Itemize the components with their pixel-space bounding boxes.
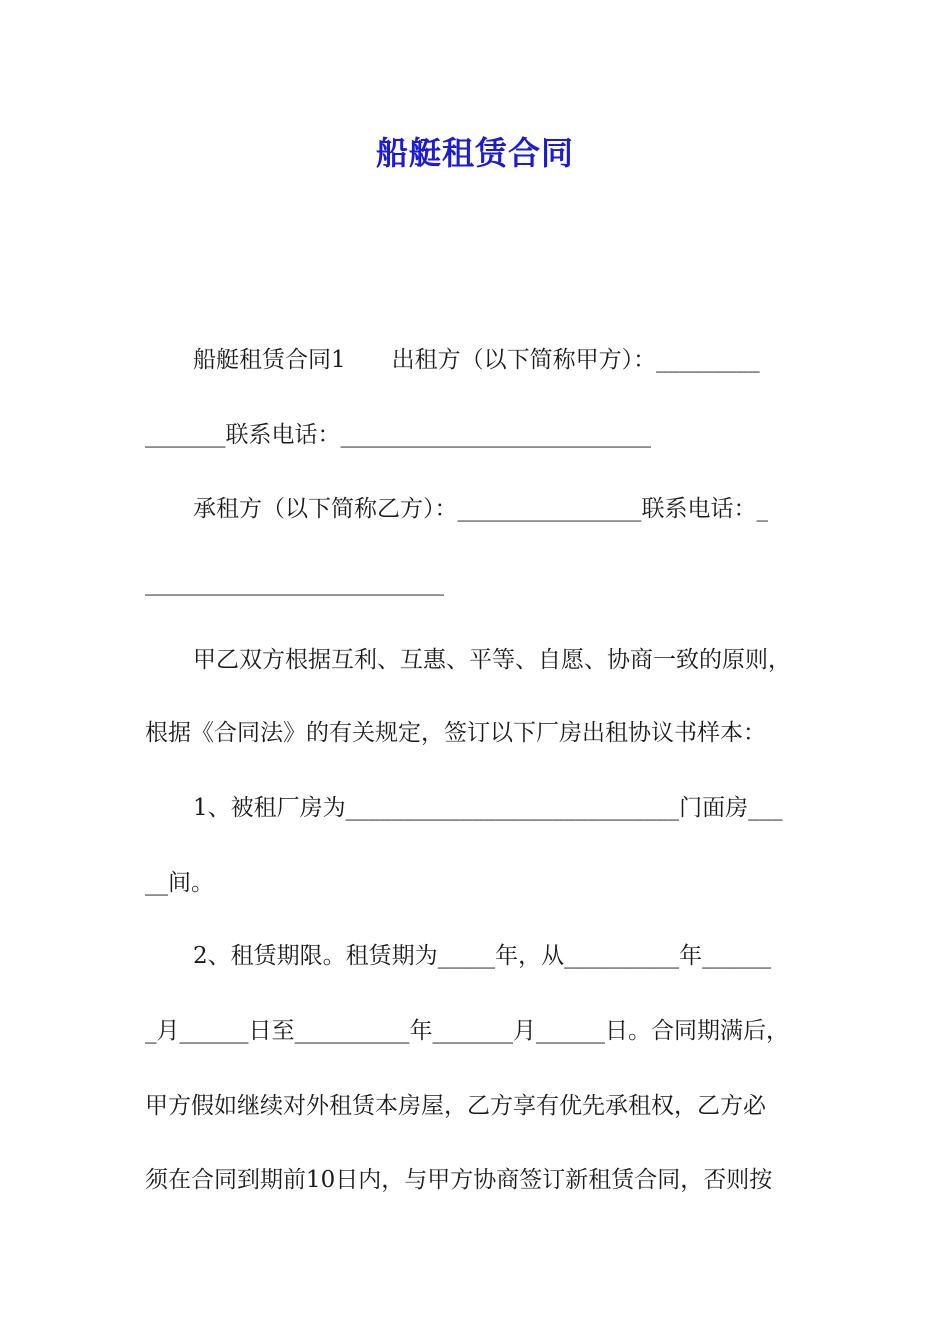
paragraph-line: __间。: [145, 870, 214, 896]
paragraph-line: 根据《合同法》的有关规定，签订以下厂房出租协议书样本：: [145, 720, 766, 746]
paragraph-line: 须在合同到期前10日内，与甲方协商签订新租赁合同，否则按: [145, 1167, 773, 1193]
paragraph-line: 船艇租赁合同1 出租方（以下简称甲方）：_________: [193, 347, 760, 373]
paragraph-line: _月______日至__________年_______月______日。合同期满后，: [145, 1018, 789, 1044]
paragraph-line: 甲乙双方根据互利、互惠、平等、自愿、协商一致的原则，: [193, 647, 791, 673]
paragraph-line: 2、租赁期限。租赁期为_____年，从__________年______: [193, 943, 772, 969]
paragraph-line: 1、被租厂房为_____________________________门面房___: [193, 795, 783, 821]
paragraph-line: 甲方假如继续对外租赁本房屋，乙方享有优先承租权，乙方必: [145, 1093, 766, 1119]
paragraph-line: _______联系电话：___________________________: [145, 422, 651, 448]
paragraph-line: __________________________: [145, 570, 444, 596]
document-title: 船艇租赁合同: [375, 134, 574, 172]
paragraph-line: 承租方（以下简称乙方）：________________联系电话：_: [193, 496, 768, 522]
